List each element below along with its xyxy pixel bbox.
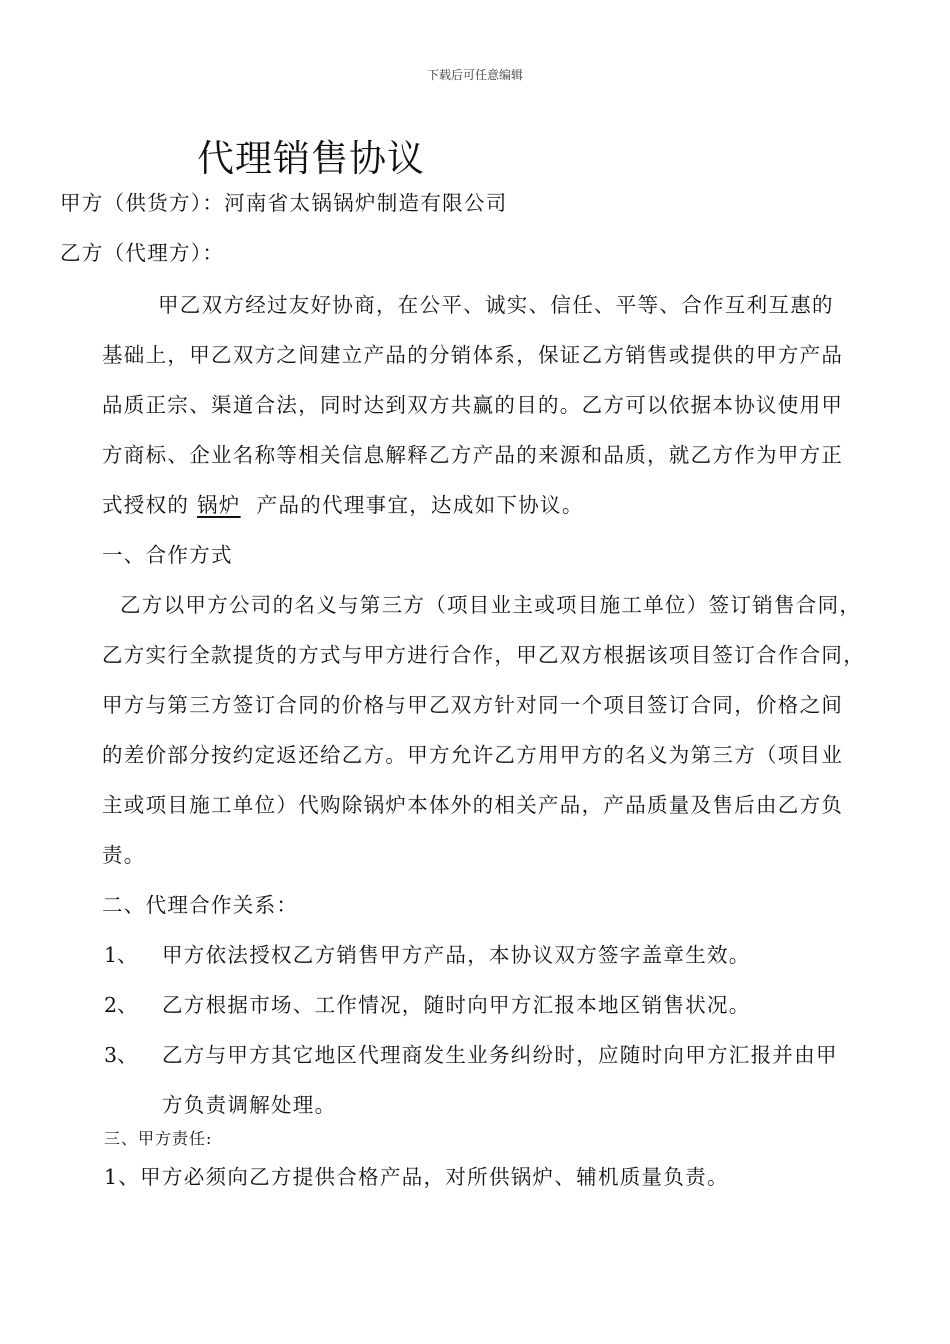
intro-line-2: 基础上，甲乙双方之间建立产品的分销体系，保证乙方销售或提供的甲方产品 xyxy=(102,343,844,367)
party-a-line xyxy=(60,186,508,216)
intro-line-5-post: 产品的代理事宜，达成如下协议。 xyxy=(256,493,584,517)
section-2-heading: 二、代理合作关系： xyxy=(102,893,299,917)
section-2-item-2-text: 乙方根据市场、工作情况，随时向甲方汇报本地区销售状况。 xyxy=(162,993,751,1017)
section-1-line-3: 甲方与第三方签订合同的价格与甲乙双方针对同一个项目签订合同，价格之间 xyxy=(102,693,844,717)
intro-line-5 xyxy=(102,488,584,518)
section-2-item-2-num: 2、 xyxy=(104,993,138,1017)
section-2-item-3-cont: 方负责调解处理。 xyxy=(162,1093,337,1117)
intro-line-4: 方商标、企业名称等相关信息解释乙方产品的来源和品质，就乙方作为甲方正 xyxy=(102,443,844,467)
document-title: 代理销售协议 xyxy=(197,137,425,180)
section-2-item-3-num: 3、 xyxy=(104,1043,138,1067)
section-1-line-5: 主或项目施工单位）代购除锅炉本体外的相关产品，产品质量及售后由乙方负 xyxy=(102,793,844,817)
section-2-item-3-text: 乙方与甲方其它地区代理商发生业务纠纷时，应随时向甲方汇报并由甲 xyxy=(162,1043,838,1067)
intro-line-5-pre: 式授权的 xyxy=(102,493,190,517)
section-3-item-1: 1、甲方必须向乙方提供合格产品，对所供锅炉、辅机质量负责。 xyxy=(104,1165,729,1189)
intro-line-3: 品质正宗、渠道合法，同时达到双方共赢的目的。乙方可以依据本协议使用甲 xyxy=(102,393,844,417)
product-name: 锅炉 xyxy=(197,493,241,517)
section-1-line-6: 责。 xyxy=(102,843,146,867)
intro-line-1: 甲乙双方经过友好协商，在公平、诚实、信任、平等、合作互利互惠的 xyxy=(158,293,834,317)
party-a-label: 甲方（供货方）： xyxy=(60,191,225,215)
section-3-heading: 三、甲方责任: xyxy=(104,1129,213,1148)
header-note: 下载后可任意编辑 xyxy=(426,68,523,82)
section-1-line-1: 乙方以甲方公司的名义与第三方（项目业主或项目施工单位）签订销售合同， xyxy=(120,593,862,617)
party-b-label: 乙方（代理方）： xyxy=(60,241,225,265)
section-1-line-2: 乙方实行全款提货的方式与甲方进行合作，甲乙双方根据该项目签订合作合同， xyxy=(102,643,865,667)
section-1-heading: 一、合作方式 xyxy=(102,543,233,567)
section-1-line-4: 的差价部分按约定返还给乙方。甲方允许乙方用甲方的名义为第三方（项目业 xyxy=(102,743,844,767)
party-a-name: 河南省太锅锅炉制造有限公司 xyxy=(224,191,508,215)
section-2-item-1-num: 1、 xyxy=(104,943,138,967)
section-2-item-1-text: 甲方依法授权乙方销售甲方产品，本协议双方签字盖章生效。 xyxy=(162,943,751,967)
